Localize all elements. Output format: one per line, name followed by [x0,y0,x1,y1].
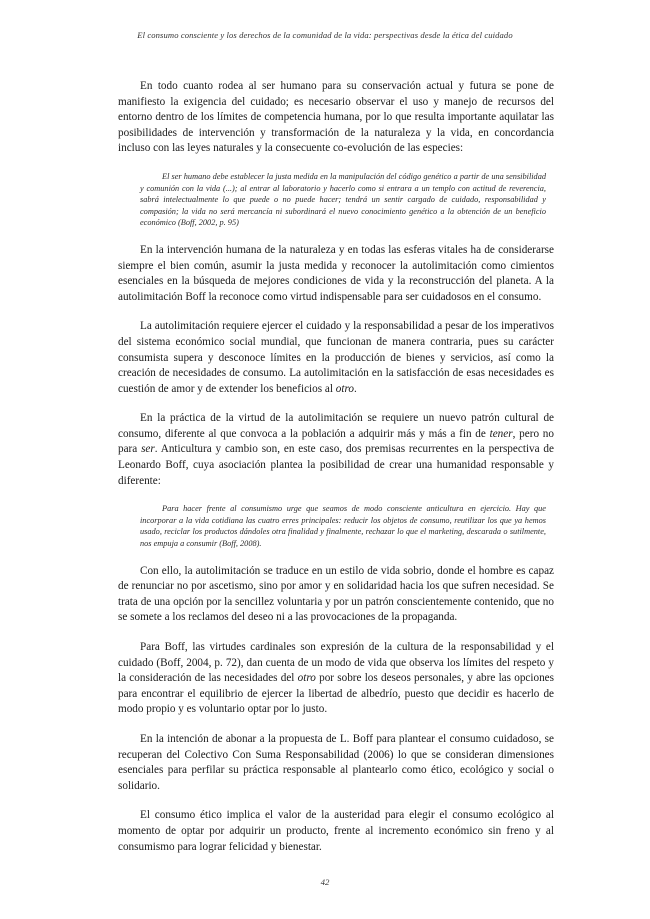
paragraph-4 [118,411,554,489]
body-text [118,79,554,869]
paragraph-4-text: En la práctica de la virtud de la autolimitación se requiere un nuevo patrón cultural de consumo, diferente al que convoca a la población a adquirir más y más a fin de [118,412,554,440]
paragraph-3-emphasis: otro [335,382,355,395]
paragraph-4-emphasis-ser: ser [141,443,155,456]
paragraph-3-end: . [354,382,357,395]
paragraph-6-end: por sobre los deseos personales, y abre las opciones para encontrar el equilibrio de ejercer la libertad de albedrío, puesto que decidir es hacerlo de modo propio y es voluntario optar por lo justo. [118,672,554,716]
paragraph-4-end: . Anticultura y cambio son, en este caso, dos premisas recurrentes en la perspectiva de Leonardo Boff, cuya asociación plantea la posibilidad de crear una humanidad responsable y diferente: [118,443,554,487]
paragraph-5: Con ello, la autolimitación se traduce en un estilo de vida sobrio, donde el hombre es capaz de renunciar no por ascetismo, sino por amor y en solidaridad hacia los que sufren necesidad. Se trata de una opción por la sencillez voluntaria y por un patrón conscientemente contenido, que no se somete a los reclamos del deseo ni a las provocaciones de la propaganda. [118,564,554,624]
paragraph-6 [118,640,554,718]
block-quote-2: Para hacer frente al consumismo urge que seamos de modo consciente anticultura en ejercicio. Hay que incorporar a la vida cotidiana las cuatro erres principales: reducir los objetos de consumo, reutilizar los que ya hemos usado, reciclar los productos dándoles otra finalidad y finalmente, rechazar lo que el marketing, descarada o sutilmente, nos empuja a consumir (Boff, 2008). [140,504,546,549]
paragraph-2: En la intervención humana de la naturaleza y en todas las esferas vitales ha de considerarse siempre el bien común, asumir la justa medida y reconocer la autolimitación como cimientos esenciales en la búsqueda de mejores condiciones de vida y la reconstrucción del planeta. A la autolimitación Boff la reconoce como virtud indispensable para ser cuidadosos en el consumo. [118,243,554,303]
paragraph-4-emphasis-tener: tener [489,427,513,440]
paragraph-3-text: La autolimitación requiere ejercer el cuidado y la responsabilidad a pesar de los imperativos del sistema económico social mundial, que funcionan de manera contraria, pues su carácter consumista supera y desconoce límites en la producción de bienes y servicios, así como la creación de necesidades de consumo. La autolimitación en la satisfacción de esas necesidades es cuestión de amor y de extender los beneficios al [118,320,554,395]
paragraph-1: En todo cuanto rodea al ser humano para su conservación actual y futura se pone de manifiesto la exigencia del cuidado; es necesario observar el uso y manejo de recursos del entorno dentro de los límites de competencia humana, por lo que resulta importante aquilatar las posibilidades de intervención y transformación de la naturaleza y la vida, en concordancia incluso con las leyes naturales y la consecuente co-evolución de las especies: [118,80,554,155]
page-number: 42 [320,877,330,887]
paragraph-3 [118,319,554,397]
paragraph-4-mid: , pero no para [118,427,554,456]
paragraph-7: En la intención de abonar a la propuesta de L. Boff para plantear el consumo cuidadoso, se recuperan del Colectivo Con Suma Responsabilidad (2006) lo que se consideran dimensiones esenciales para perfilar su práctica responsable al plantearlo como ético, ecológico y social o solidario. [118,732,554,792]
paragraph-8: El consumo ético implica el valor de la austeridad para elegir el consumo ecológico al momento de optar por adquirir un producto, frente al incremento económico sin freno y al consumismo para lograr felicidad y bienestar. [118,809,554,853]
running-header: El consumo consciente y los derechos de la comunidad de la vida: perspectivas desde la ética del cuidado [137,30,513,40]
paragraph-6-text: Para Boff, las virtudes cardinales son expresión de la cultura de la responsabilidad y el cuidado (Boff, 2004, p. 72), dan cuenta de un modo de vida que observa los límites del respeto y la consideración de las necesidades del [118,641,554,685]
paragraph-6-emphasis: otro [297,672,316,685]
block-quote-1: El ser humano debe establecer la justa medida en la manipulación del código genético a partir de una sensibilidad y comunión con la vida (...); al entrar al laboratorio y hacerlo como si entrara a un templo con actitud de reverencia, sabrá intelectualmente lo que puede o no puede hacer; tendrá un sentir cargado de cuidado, responsabilidad y compasión; la vida no será mercancía ni subordinará el nuevo conocimiento genético a la obtención de un beneficio económico (Boff, 2002, p. 95) [140,171,546,228]
